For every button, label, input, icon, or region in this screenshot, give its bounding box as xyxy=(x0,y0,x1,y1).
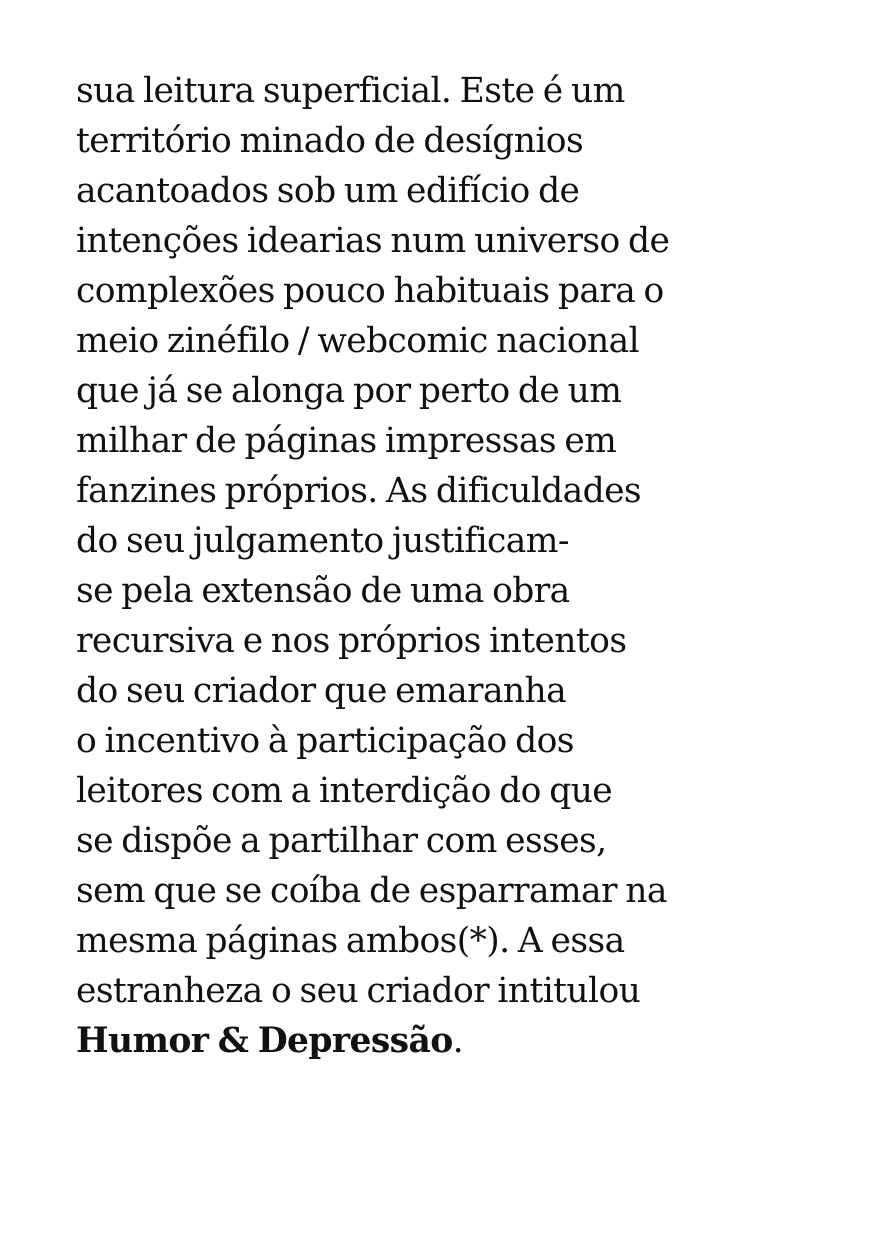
text-line: se pela extensão de uma obra xyxy=(76,571,570,611)
final-line xyxy=(76,1016,866,1066)
text-line: se dispõe a partilhar com esses, xyxy=(76,821,607,861)
text-line: território minado de desígnios xyxy=(76,121,584,161)
text-line: fanzines próprios. As dificuldades xyxy=(76,471,641,511)
text-line: leitores com a interdição do que xyxy=(76,771,613,811)
text-line: acantoados sob um edifício de xyxy=(76,171,580,211)
text-line: milhar de páginas impressas em xyxy=(76,421,617,461)
work-title: Humor & Depressão xyxy=(76,1021,453,1061)
text-line: recursiva e nos próprios intentos xyxy=(76,621,627,661)
text-line: mesma páginas ambos(*). A essa xyxy=(76,921,625,961)
text-line: sem que se coíba de esparramar na xyxy=(76,871,667,911)
text-line: complexões pouco habituais para o xyxy=(76,271,664,311)
final-period: . xyxy=(452,1021,464,1061)
text-line: que já se alonga por perto de um xyxy=(76,371,622,411)
text-line: sua leitura superficial. Este é um xyxy=(76,71,625,111)
text-line: estranheza o seu criador intitulou xyxy=(76,971,641,1011)
text-line: o incentivo à participação dos xyxy=(76,721,574,761)
text-line: do seu criador que emaranha xyxy=(76,671,567,711)
text-line: intenções idearias num universo de xyxy=(76,221,670,261)
document-body xyxy=(76,66,866,1066)
text-line: do seu julgamento justificam- xyxy=(76,521,569,561)
text-line: meio zinéfilo / webcomic nacional xyxy=(76,321,640,361)
